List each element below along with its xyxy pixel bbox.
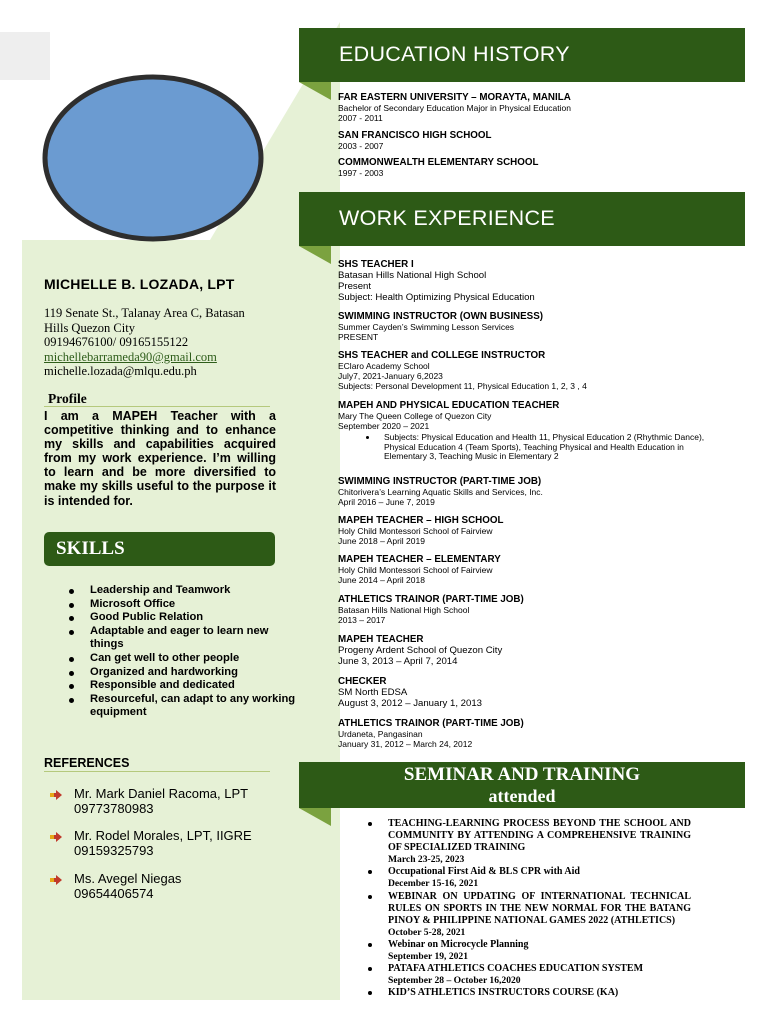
years: 2007 - 2011 — [338, 113, 383, 123]
subject-list — [338, 433, 716, 462]
list-item: Organized and hardworking — [66, 666, 296, 680]
period: PRESENT — [338, 332, 379, 342]
years: 1997 - 2003 — [338, 168, 384, 178]
job-title: ATHLETICS TRAINOR (PART-TIME JOB) — [338, 594, 524, 605]
references-heading: REFERENCES — [44, 756, 130, 770]
phone-numbers: 09194676100/ 09165155122 — [44, 335, 189, 350]
full-name: MICHELLE B. LOZADA, LPT — [44, 276, 235, 292]
employer: SM North EDSA — [338, 687, 408, 698]
profile-photo-placeholder-icon — [40, 72, 266, 244]
banner-fold-decoration — [299, 82, 331, 100]
list-item — [366, 963, 691, 987]
period: June 2018 – April 2019 — [338, 536, 425, 546]
work-banner — [299, 192, 745, 246]
list-item — [366, 987, 691, 999]
seminar-date: March 23-25, 2023 — [388, 854, 465, 866]
job-title: CHECKER — [338, 676, 387, 687]
list-item: Responsible and dedicated — [66, 679, 296, 693]
seminar-date: September 28 – October 16,2020 — [388, 975, 521, 987]
profile-heading: Profile — [48, 391, 87, 406]
period: January 31, 2012 – March 24, 2012 — [338, 739, 473, 749]
list-item: Subjects: Physical Education and Health 11, Physical Education 2 (Rhythmic Dance), Physical Education 4 (Team Sports), Teaching Physical and Health Education in Elementary 3, Teaching Music in Elementary 2 — [366, 433, 716, 462]
seminar-subheading: attended — [488, 786, 556, 806]
reference-name: Mr. Mark Daniel Racoma, LPT — [74, 786, 249, 801]
period: July7, 2021-January 6,2023 — [338, 371, 443, 381]
degree: Bachelor of Secondary Education Major in Physical Education — [338, 103, 571, 113]
employer: Progeny Ardent School of Quezon City — [338, 645, 503, 656]
education-item — [338, 157, 733, 178]
reference-phone: 09654406574 — [74, 885, 154, 901]
list-item: Resourceful, can adapt to any working equipment — [66, 693, 296, 720]
employer: Holy Child Montessori School of Fairview — [338, 526, 493, 536]
list-item — [366, 818, 691, 866]
job-title: SWIMMING INSTRUCTOR (PART-TIME JOB) — [338, 476, 542, 487]
work-item — [338, 476, 733, 507]
work-item — [338, 350, 733, 391]
skills-heading-box — [44, 532, 275, 566]
education-item — [338, 130, 733, 151]
period: June 2014 – April 2018 — [338, 575, 425, 585]
seminar-title: Occupational First Aid & BLS CPR with Aid — [388, 866, 580, 878]
education-banner — [299, 28, 745, 82]
work-item — [338, 554, 733, 585]
list-item: Good Public Relation — [66, 611, 296, 625]
subject: Subject: Health Optimizing Physical Education — [338, 292, 535, 303]
subject: Subjects: Personal Development 11, Physical Education 1, 2, 3 , 4 — [338, 381, 587, 391]
banner-fold-decoration — [299, 246, 331, 264]
seminar-date: December 15-16, 2021 — [388, 878, 479, 890]
list-item: Leadership and Teamwork — [66, 584, 296, 598]
employer: Batasan Hills National High School — [338, 270, 487, 281]
period: Present — [338, 281, 372, 292]
job-title: SWIMMING INSTRUCTOR (OWN BUSINESS) — [338, 311, 544, 322]
email-link[interactable]: michellebarrameda90@gmail.com — [44, 349, 217, 364]
list-item — [366, 891, 691, 939]
school-name: COMMONWEALTH ELEMENTARY SCHOOL — [338, 157, 539, 168]
job-title: MAPEH TEACHER — [338, 634, 424, 645]
seminar-title: KID’S ATHLETICS INSTRUCTORS COURSE (KA) — [388, 987, 619, 999]
seminar-list — [366, 818, 691, 999]
period: September 2020 – 2021 — [338, 421, 430, 431]
profile-divider — [44, 406, 270, 407]
seminar-title: TEACHING-LEARNING PROCESS BEYOND THE SCHOOL AND COMMUNITY BY ATTENDING A COMPREHENSIVE TRAINING OF SPECIALIZED TRAINING — [388, 818, 691, 854]
reference-phone: 09773780983 — [74, 800, 154, 816]
school-name: SAN FRANCISCO HIGH SCHOOL — [338, 130, 492, 141]
list-item — [366, 939, 691, 963]
skills-list — [66, 584, 296, 720]
arrow-bullet-icon — [50, 875, 62, 885]
work-item — [338, 634, 733, 667]
job-title: SHS TEACHER I — [338, 259, 414, 270]
period: June 3, 2013 – April 7, 2014 — [338, 656, 458, 667]
profile-text: I am a MAPEH Teacher with a competitive thinking and to enhance my skills and capabilities acquired from my work experience. I’m willing to learn and be more diversified to make my skills useful to the purpose it is intended for. — [44, 409, 276, 508]
list-item — [366, 866, 691, 890]
period: April 2016 – June 7, 2019 — [338, 497, 435, 507]
job-title: MAPEH AND PHYSICAL EDUCATION TEACHER — [338, 400, 560, 411]
seminar-date: September 19, 2021 — [388, 951, 469, 963]
arrow-bullet-icon — [50, 790, 62, 800]
employer: Holy Child Montessori School of Fairview — [338, 565, 493, 575]
employer: Chitorivera’s Learning Aquatic Skills and Services, Inc. — [338, 487, 543, 497]
seminar-title: WEBINAR ON UPDATING OF INTERNATIONAL TECHNICAL RULES ON SPORTS IN THE NEW NORMAL FOR THE BATANG PINOY & PHILIPPINE NATIONAL GAMES 2022 (ATHLETICS) — [388, 890, 691, 926]
seminar-heading: SEMINAR AND TRAINING — [403, 764, 641, 785]
address-line-2: Hills Quezon City — [44, 320, 135, 335]
list-item: Can get well to other people — [66, 652, 296, 666]
contact-block — [44, 306, 276, 379]
work-item — [338, 594, 733, 625]
seminar-title: PATAFA ATHLETICS COACHES EDUCATION SYSTEM — [388, 963, 644, 975]
reference-name: Ms. Avegel Niegas — [74, 871, 182, 886]
list-item: Microsoft Office — [66, 598, 296, 612]
work-item — [338, 311, 733, 342]
years: 2003 - 2007 — [338, 141, 384, 151]
education-heading: EDUCATION HISTORY — [339, 42, 570, 66]
address-line-1: 119 Senate St., Talanay Area C, Batasan — [44, 306, 245, 320]
skills-heading: SKILLS — [56, 538, 125, 559]
seminar-banner — [299, 762, 745, 808]
email-secondary: michelle.lozada@mlqu.edu.ph — [44, 364, 197, 379]
work-item — [338, 718, 733, 749]
education-item — [338, 92, 733, 123]
job-title: ATHLETICS TRAINOR (PART-TIME JOB) — [338, 718, 524, 729]
work-item — [338, 676, 733, 709]
employer: Urdaneta, Pangasinan — [338, 729, 423, 739]
job-title: SHS TEACHER and COLLEGE INSTRUCTOR — [338, 350, 546, 361]
reference-phone: 09159325793 — [74, 842, 154, 858]
job-title: MAPEH TEACHER – ELEMENTARY — [338, 554, 501, 565]
employer: Summer Cayden’s Swimming Lesson Services — [338, 322, 515, 332]
work-item — [338, 400, 733, 462]
employer: Mary The Queen College of Quezon City — [338, 411, 492, 421]
school-name: FAR EASTERN UNIVERSITY – MORAYTA, MANILA — [338, 92, 571, 103]
seminar-date: October 5-28, 2021 — [388, 926, 466, 938]
references-divider — [44, 771, 270, 772]
job-title: MAPEH TEACHER – HIGH SCHOOL — [338, 515, 504, 526]
employer: Batasan Hills National High School — [338, 605, 470, 615]
seminar-title: Webinar on Microcycle Planning — [388, 938, 529, 950]
banner-fold-decoration — [299, 808, 331, 826]
arrow-bullet-icon — [50, 832, 62, 842]
employer: EClaro Academy School — [338, 361, 430, 371]
work-item — [338, 259, 733, 303]
list-item: Adaptable and eager to learn new things — [66, 625, 296, 652]
period: 2013 – 2017 — [338, 615, 386, 625]
work-item — [338, 515, 733, 546]
period: August 3, 2012 – January 1, 2013 — [338, 698, 483, 709]
work-heading: WORK EXPERIENCE — [339, 206, 555, 230]
reference-name: Mr. Rodel Morales, LPT, IIGRE — [74, 828, 252, 843]
